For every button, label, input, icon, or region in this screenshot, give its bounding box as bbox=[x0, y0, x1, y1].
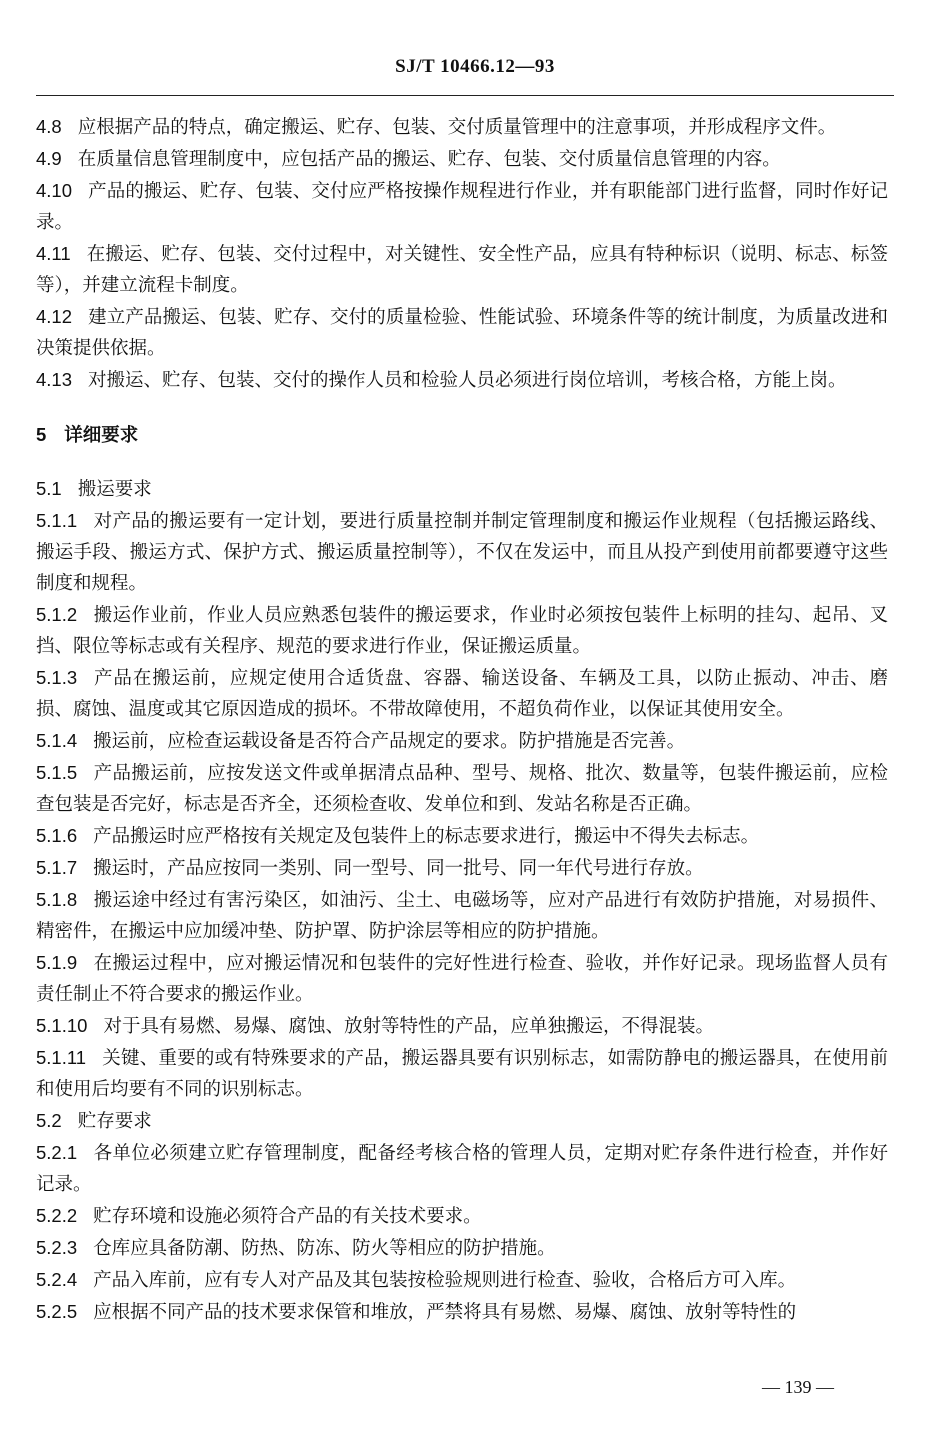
clause-paragraph bbox=[36, 1200, 888, 1232]
clause-paragraph bbox=[36, 1232, 888, 1264]
clause-text: 搬运前，应检查运载设备是否符合产品规定的要求。防护措施是否完善。 bbox=[93, 731, 686, 752]
clause-paragraph bbox=[36, 599, 888, 662]
clause-paragraph bbox=[36, 947, 888, 1010]
clause-number: 5.1.4 bbox=[36, 730, 78, 751]
clause-paragraph bbox=[36, 1137, 888, 1200]
clauses-5 bbox=[36, 473, 888, 1328]
clause-text: 搬运时，产品应按同一类别、同一型号、同一批号、同一年代号进行存放。 bbox=[93, 858, 704, 879]
clause-number: 5.2.5 bbox=[36, 1301, 78, 1322]
clause-number: 5.2.3 bbox=[36, 1237, 78, 1258]
clause-paragraph bbox=[36, 820, 888, 852]
clause-number: 5.1.9 bbox=[36, 952, 78, 973]
clause-number: 4.12 bbox=[36, 306, 73, 327]
clause-paragraph bbox=[36, 473, 888, 505]
clause-text: 产品搬运时应严格按有关规定及包装件上的标志要求进行，搬运中不得失去标志。 bbox=[93, 826, 760, 847]
clause-number: 5.1.8 bbox=[36, 889, 78, 910]
clause-paragraph bbox=[36, 1042, 888, 1105]
clause-paragraph bbox=[36, 725, 888, 757]
clause-text: 应根据不同产品的技术要求保管和堆放，严禁将具有易燃、易爆、腐蚀、放射等特性的 bbox=[93, 1302, 797, 1323]
standard-code-header: SJ/T 10466.12—93 bbox=[395, 56, 555, 77]
clause-paragraph bbox=[36, 1010, 888, 1042]
clause-paragraph bbox=[36, 301, 888, 364]
clause-text: 在搬运、贮存、包装、交付过程中，对关键性、安全性产品，应具有特种标识（说明、标志、标签等），并建立流程卡制度。 bbox=[36, 244, 888, 296]
clause-number: 5.2.4 bbox=[36, 1269, 78, 1290]
clause-text: 产品在搬运前，应规定使用合适货盘、容器、输送设备、车辆及工具，以防止振动、冲击、磨损、腐蚀、温度或其它原因造成的损坏。不带故障使用，不超负荷作业，以保证其使用安全。 bbox=[36, 668, 888, 720]
clause-text: 在搬运过程中，应对搬运情况和包装件的完好性进行检查、验收，并作好记录。现场监督人员有责任制止不符合要求的搬运作业。 bbox=[36, 953, 888, 1005]
clause-text: 对搬运、贮存、包装、交付的操作人员和检验人员必须进行岗位培训，考核合格，方能上岗。 bbox=[88, 370, 847, 391]
clause-number: 4.11 bbox=[36, 243, 71, 264]
clause-paragraph bbox=[36, 238, 888, 301]
clause-text: 对产品的搬运要有一定计划，要进行质量控制并制定管理制度和搬运作业规程（包括搬运路线、搬运手段、搬运方式、保护方式、搬运质量控制等），不仅在发运中，而且从投产到使用前都要遵守这些制度和规程。 bbox=[36, 511, 888, 594]
clause-text: 仓库应具备防潮、防热、防冻、防火等相应的防护措施。 bbox=[93, 1238, 556, 1259]
clause-number: 5.1 bbox=[36, 478, 62, 499]
clause-number: 5.1.10 bbox=[36, 1015, 88, 1036]
clause-number: 4.9 bbox=[36, 148, 62, 169]
page-number: — 139 — bbox=[762, 1377, 834, 1397]
clause-paragraph bbox=[36, 111, 888, 143]
clause-number: 5.2.2 bbox=[36, 1205, 78, 1226]
clause-number: 4.10 bbox=[36, 180, 73, 201]
clause-paragraph bbox=[36, 505, 888, 599]
clause-text: 搬运作业前，作业人员应熟悉包装件的搬运要求，作业时必须按包装件上标明的挂勾、起吊、叉挡、限位等标志或有关程序、规范的要求进行作业，保证搬运质量。 bbox=[36, 605, 888, 657]
clause-text: 各单位必须建立贮存管理制度，配备经考核合格的管理人员，定期对贮存条件进行检查，并作好记录。 bbox=[36, 1143, 888, 1195]
clause-number: 4.8 bbox=[36, 116, 62, 137]
clause-number: 5.1.6 bbox=[36, 825, 78, 846]
clause-text: 对于具有易燃、易爆、腐蚀、放射等特性的产品，应单独搬运，不得混装。 bbox=[103, 1016, 714, 1037]
clause-number: 5.2 bbox=[36, 1110, 62, 1131]
clause-number: 5.2.1 bbox=[36, 1142, 78, 1163]
clause-number: 5.1.11 bbox=[36, 1047, 87, 1068]
clause-text: 搬运要求 bbox=[77, 479, 152, 500]
clause-text: 建立产品搬运、包装、贮存、交付的质量检验、性能试验、环境条件等的统计制度，为质量改进和决策提供依据。 bbox=[36, 307, 888, 359]
clause-paragraph bbox=[36, 852, 888, 884]
clause-paragraph bbox=[36, 757, 888, 820]
clause-text: 产品搬运前，应按发送文件或单据清点品种、型号、规格、批次、数量等，包装件搬运前，应检查包装是否完好，标志是否齐全，还须检查收、发单位和到、发站名称是否正确。 bbox=[36, 763, 888, 815]
clauses-4 bbox=[36, 111, 888, 396]
section-title: 详细要求 bbox=[64, 425, 139, 446]
clause-text: 应根据产品的特点，确定搬运、贮存、包装、交付质量管理中的注意事项，并形成程序文件。 bbox=[77, 117, 837, 138]
clause-text: 搬运途中经过有害污染区，如油污、尘土、电磁场等，应对产品进行有效防护措施，对易损件、精密件，在搬运中应加缓冲垫、防护罩、防护涂层等相应的防护措施。 bbox=[36, 890, 888, 942]
clause-number: 5.1.7 bbox=[36, 857, 78, 878]
clause-number: 5.1.1 bbox=[36, 510, 78, 531]
clause-text: 贮存环境和设施必须符合产品的有关技术要求。 bbox=[93, 1206, 482, 1227]
clause-text: 贮存要求 bbox=[77, 1111, 152, 1132]
clause-paragraph bbox=[36, 1296, 888, 1328]
clause-number: 5.1.2 bbox=[36, 604, 78, 625]
clause-text: 产品入库前，应有专人对产品及其包装按检验规则进行检查、验收，合格后方可入库。 bbox=[93, 1270, 797, 1291]
clause-paragraph bbox=[36, 1264, 888, 1296]
section-number: 5 bbox=[36, 424, 47, 445]
clause-text: 产品的搬运、贮存、包装、交付应严格按操作规程进行作业，并有职能部门进行监督，同时作好记录。 bbox=[36, 181, 888, 233]
header-rule bbox=[36, 95, 894, 96]
clause-paragraph bbox=[36, 175, 888, 238]
section-5-heading bbox=[36, 419, 888, 451]
clause-number: 5.1.3 bbox=[36, 667, 78, 688]
clause-number: 4.13 bbox=[36, 369, 73, 390]
clause-paragraph bbox=[36, 1105, 888, 1137]
clause-text: 关键、重要的或有特殊要求的产品，搬运器具要有识别标志，如需防静电的搬运器具，在使用前和使用后均要有不同的识别标志。 bbox=[36, 1048, 888, 1100]
document-body bbox=[36, 111, 888, 1328]
clause-number: 5.1.5 bbox=[36, 762, 78, 783]
clause-paragraph bbox=[36, 662, 888, 725]
clause-paragraph bbox=[36, 143, 888, 175]
clause-text: 在质量信息管理制度中，应包括产品的搬运、贮存、包装、交付质量信息管理的内容。 bbox=[77, 149, 781, 170]
clause-paragraph bbox=[36, 884, 888, 947]
clause-paragraph bbox=[36, 364, 888, 396]
